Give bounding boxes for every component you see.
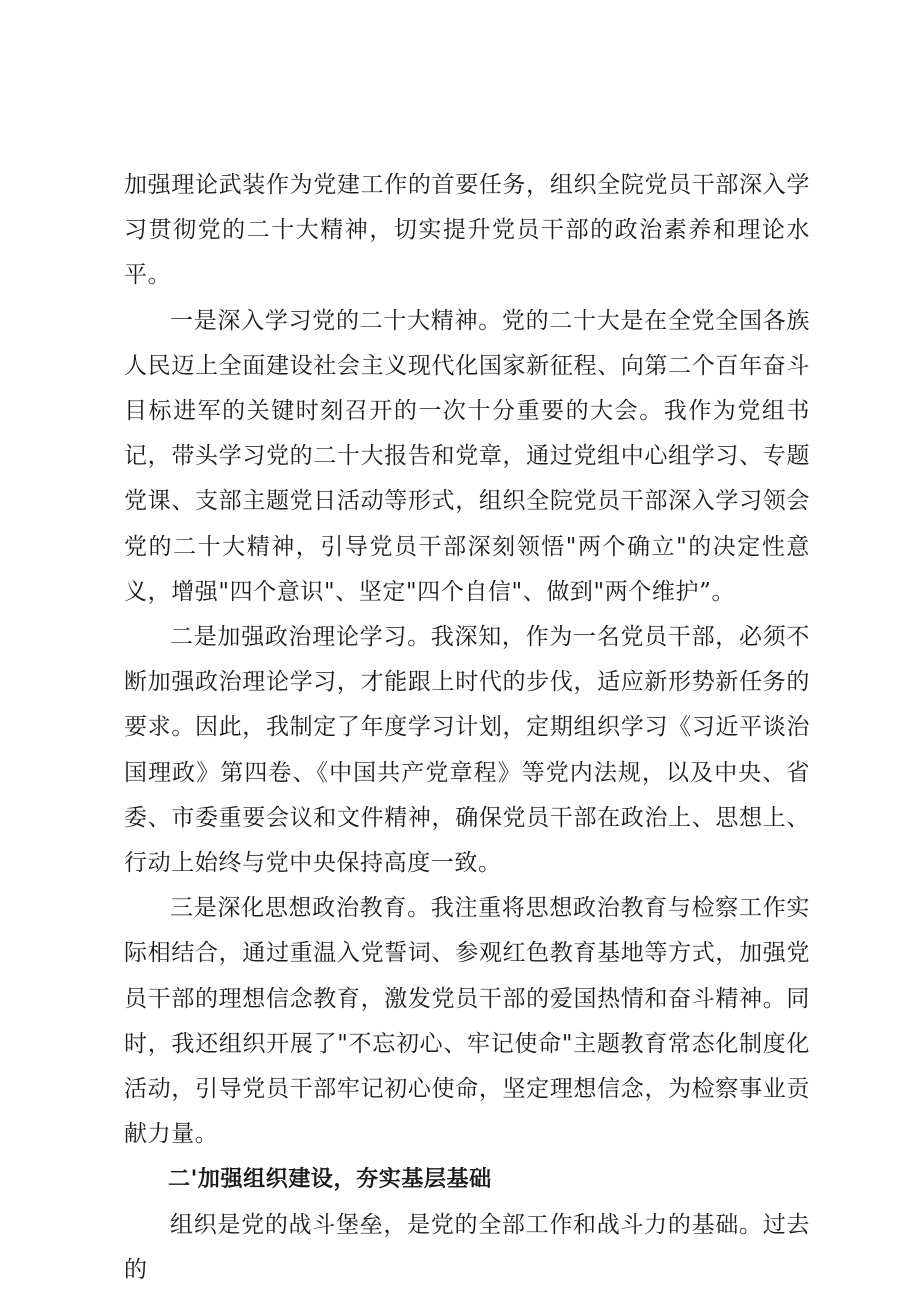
paragraph-political-theory-study: 二是加强政治理论学习。我深知，作为一名党员干部，必须不断加强政治理论学习，才能跟上时代的步伐，适应新形势新任务的要求。因此，我制定了年度学习计划，定期组织学习《习近平谈治国理政》第四卷、《中国共产党章程》等党内法规，以及中央、省委、市委重要会议和文件精神，确保党员干部在政治上、思想上、行动上始终与党中央保持高度一致。 — [124, 624, 810, 877]
closing-paragraph: 组织是党的战斗堡垒，是党的全部工作和战斗力的基础。过去的 — [124, 1211, 810, 1283]
intro-paragraph: 加强理论武装作为党建工作的首要任务，组织全院党员干部深入学习贯彻党的二十大精神，切实提升党员干部的政治素养和理论水平。 — [124, 172, 810, 289]
section-heading: 二'加强组织建设，夯实基层基础 — [168, 1167, 492, 1193]
document-body — [124, 163, 810, 1293]
paragraph-study-twentieth-congress: 一是深入学习党的二十大精神。党的二十大是在全党全国各族人民迈上全面建设社会主义现代化国家新征程、向第二个百年奋斗目标进军的关键时刻召开的一次十分重要的大会。我作为党组书记，带头学习党的二十大报告和党章，通过党组中心组学习、专题党课、支部主题党日活动等形式，组织全院党员干部深入学习领会党的二十大精神，引导党员干部深刻领悟"两个确立"的决定性意义，增强"四个意识"、坚定"四个自信"、做到"两个维护”。 — [124, 307, 810, 605]
paragraph-ideological-education: 三是深化思想政治教育。我注重将思想政治教育与检察工作实际相结合，通过重温入党誓词、参观红色教育基地等方式，加强党员干部的理想信念教育，激发党员干部的爱国热情和奋斗精神。同时，我还组织开展了"不忘初心、牢记使命"主题教育常态化制度化活动，引导党员干部牢记初心使命，坚定理想信念，为检察事业贡献力量。 — [124, 895, 810, 1148]
